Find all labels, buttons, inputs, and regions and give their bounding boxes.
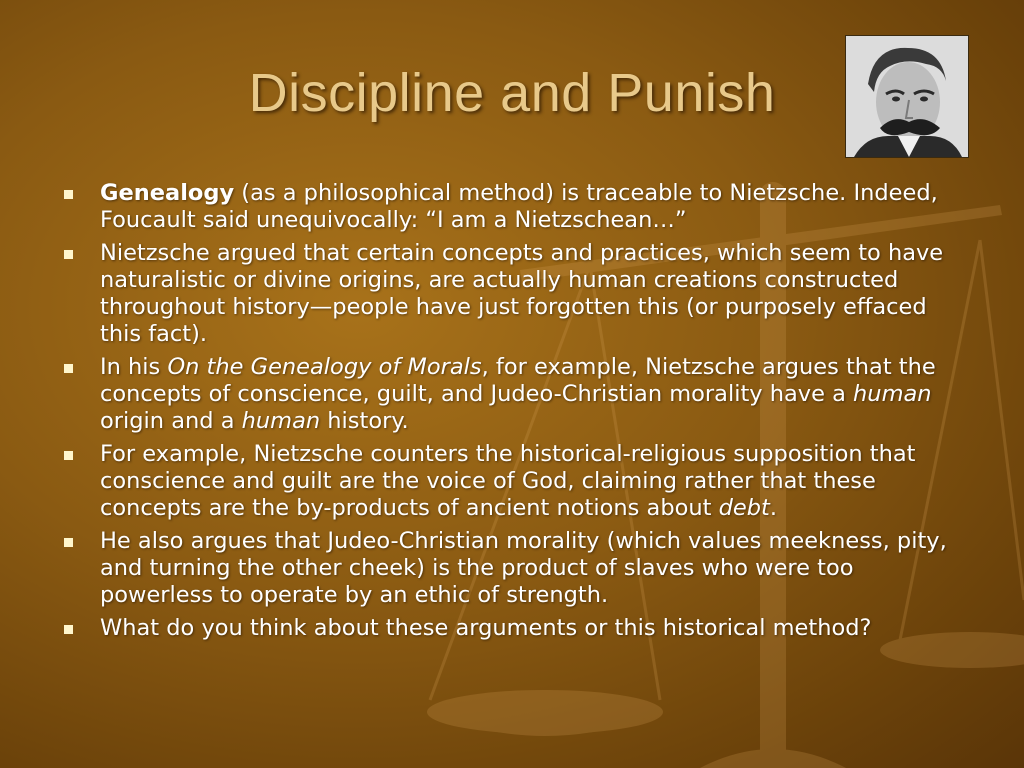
slide-body — [58, 180, 973, 648]
bullet-item — [58, 615, 973, 642]
bullet-text-segment: . — [769, 495, 777, 521]
nietzsche-portrait-image — [845, 35, 969, 158]
bullet-text-segment: He also argues that Judeo-Christian morality (which values meekness, pity, and turning the other cheek) is the product of slaves who were too powerless to operate by an ethic of strength. — [100, 528, 947, 608]
bullet-text-segment: human — [853, 381, 932, 407]
bullet-list — [58, 180, 973, 642]
bullet-text-segment: (as a philosophical method) is traceable to Nietzsche. Indeed, Foucault said unequivocally: “I am a Nietzschean…” — [100, 180, 938, 233]
bullet-text-segment: For example, Nietzsche counters the historical-religious supposition that conscience and guilt are the voice of God, claiming rather that these concepts are the by-products of ancient notions about — [100, 441, 916, 521]
bullet-text-segment: On the Genealogy of Morals — [167, 354, 482, 380]
bullet-item — [58, 528, 973, 609]
bullet-item — [58, 441, 973, 522]
bullet-text-segment: , for example, Nietzsche argues that the concepts of conscience, guilt, and Judeo-Christian morality have a — [100, 354, 936, 407]
bullet-square-icon — [64, 451, 73, 460]
bullet-item — [58, 240, 973, 348]
bullet-text-segment: debt — [718, 495, 770, 521]
bullet-text-segment: Nietzsche argued that certain concepts and practices, which seem to have naturalistic or divine origins, are actually human creations constructed throughout history—people have just forgotten this (or purposely effaced this fact). — [100, 240, 944, 347]
bullet-text-segment: origin and a — [100, 408, 242, 434]
bullet-square-icon — [64, 625, 73, 634]
bullet-item — [58, 180, 973, 234]
bullet-square-icon — [64, 538, 73, 547]
bullet-square-icon — [64, 250, 73, 259]
bullet-item — [58, 354, 973, 435]
slide-title: Discipline and Punish — [248, 63, 776, 123]
bullet-text-segment: Genealogy — [100, 180, 235, 206]
portrait-icon — [846, 36, 968, 157]
bullet-square-icon — [64, 364, 73, 373]
bullet-text-segment: In his — [100, 354, 168, 380]
bullet-square-icon — [64, 190, 73, 199]
bullet-text-segment: What do you think about these arguments or this historical method? — [100, 615, 872, 641]
bullet-text-segment: history. — [320, 408, 409, 434]
bullet-text-segment: human — [241, 408, 321, 434]
